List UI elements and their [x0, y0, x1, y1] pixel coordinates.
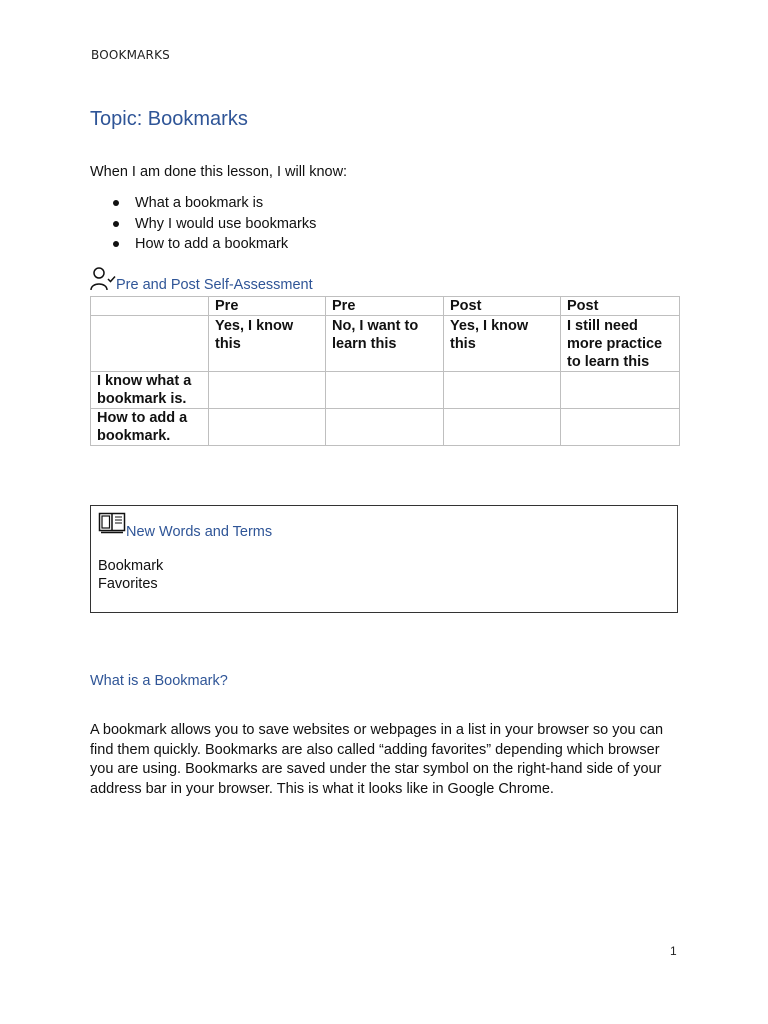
table-header-cell: Pre [326, 297, 444, 316]
new-words-box [90, 505, 678, 613]
intro-text: When I am done this lesson, I will know: [90, 164, 348, 180]
person-check-icon [90, 266, 118, 292]
objective-text: Why I would use bookmarks [135, 215, 317, 232]
page-number: 1 [670, 944, 677, 958]
table-row [91, 372, 680, 409]
new-words-heading: New Words and Terms [126, 524, 273, 540]
table-header-cell: Pre [209, 297, 326, 316]
table-cell[interactable] [209, 372, 326, 409]
table-subheader-cell: Yes, I know this [444, 316, 561, 372]
section-heading: What is a Bookmark? [90, 673, 228, 689]
self-assessment-table [90, 296, 680, 446]
bullet-icon [113, 241, 119, 247]
table-cell [91, 297, 209, 316]
table-header-cell: Post [444, 297, 561, 316]
table-subheader-row [91, 316, 680, 372]
topic-title: Topic: Bookmarks [90, 108, 248, 130]
table-cell[interactable] [561, 409, 680, 446]
page-header-label: BOOKMARKS [91, 48, 170, 62]
learning-objectives-list [90, 193, 316, 255]
table-header-cell: Post [561, 297, 680, 316]
term-item: Favorites [98, 576, 158, 592]
table-cell [91, 316, 209, 372]
table-subheader-cell: No, I want to learn this [326, 316, 444, 372]
objective-item [90, 234, 316, 255]
table-cell[interactable] [444, 372, 561, 409]
self-assessment-heading-text: Pre and Post Self-Assessment [116, 277, 313, 293]
bullet-icon [113, 200, 119, 206]
table-cell[interactable] [209, 409, 326, 446]
table-subheader-cell: I still need more practice to learn this [561, 316, 680, 372]
bullet-icon [113, 221, 119, 227]
table-cell[interactable] [444, 409, 561, 446]
objective-item [90, 214, 316, 235]
term-item: Bookmark [98, 558, 164, 574]
table-row-label: How to add a bookmark. [91, 409, 209, 446]
book-icon [98, 512, 126, 534]
table-cell[interactable] [561, 372, 680, 409]
table-cell[interactable] [326, 409, 444, 446]
objective-text: How to add a bookmark [135, 236, 289, 252]
table-header-row [91, 297, 680, 316]
body-paragraph: A bookmark allows you to save websites or webpages in a list in your browser so you can find them quickly. Bookmarks are also called “adding favorites” depending which browser you are using. Bookmarks are saved under the star symbol on the right-hand side of your address bar in your browser. This is what it looks like in Google Chrome. [90, 722, 664, 797]
table-subheader-cell: Yes, I know this [209, 316, 326, 372]
table-cell[interactable] [326, 372, 444, 409]
table-row [91, 409, 680, 446]
objective-text: What a bookmark is [135, 195, 264, 211]
table-row-label: I know what a bookmark is. [91, 372, 209, 409]
objective-item [90, 193, 316, 214]
